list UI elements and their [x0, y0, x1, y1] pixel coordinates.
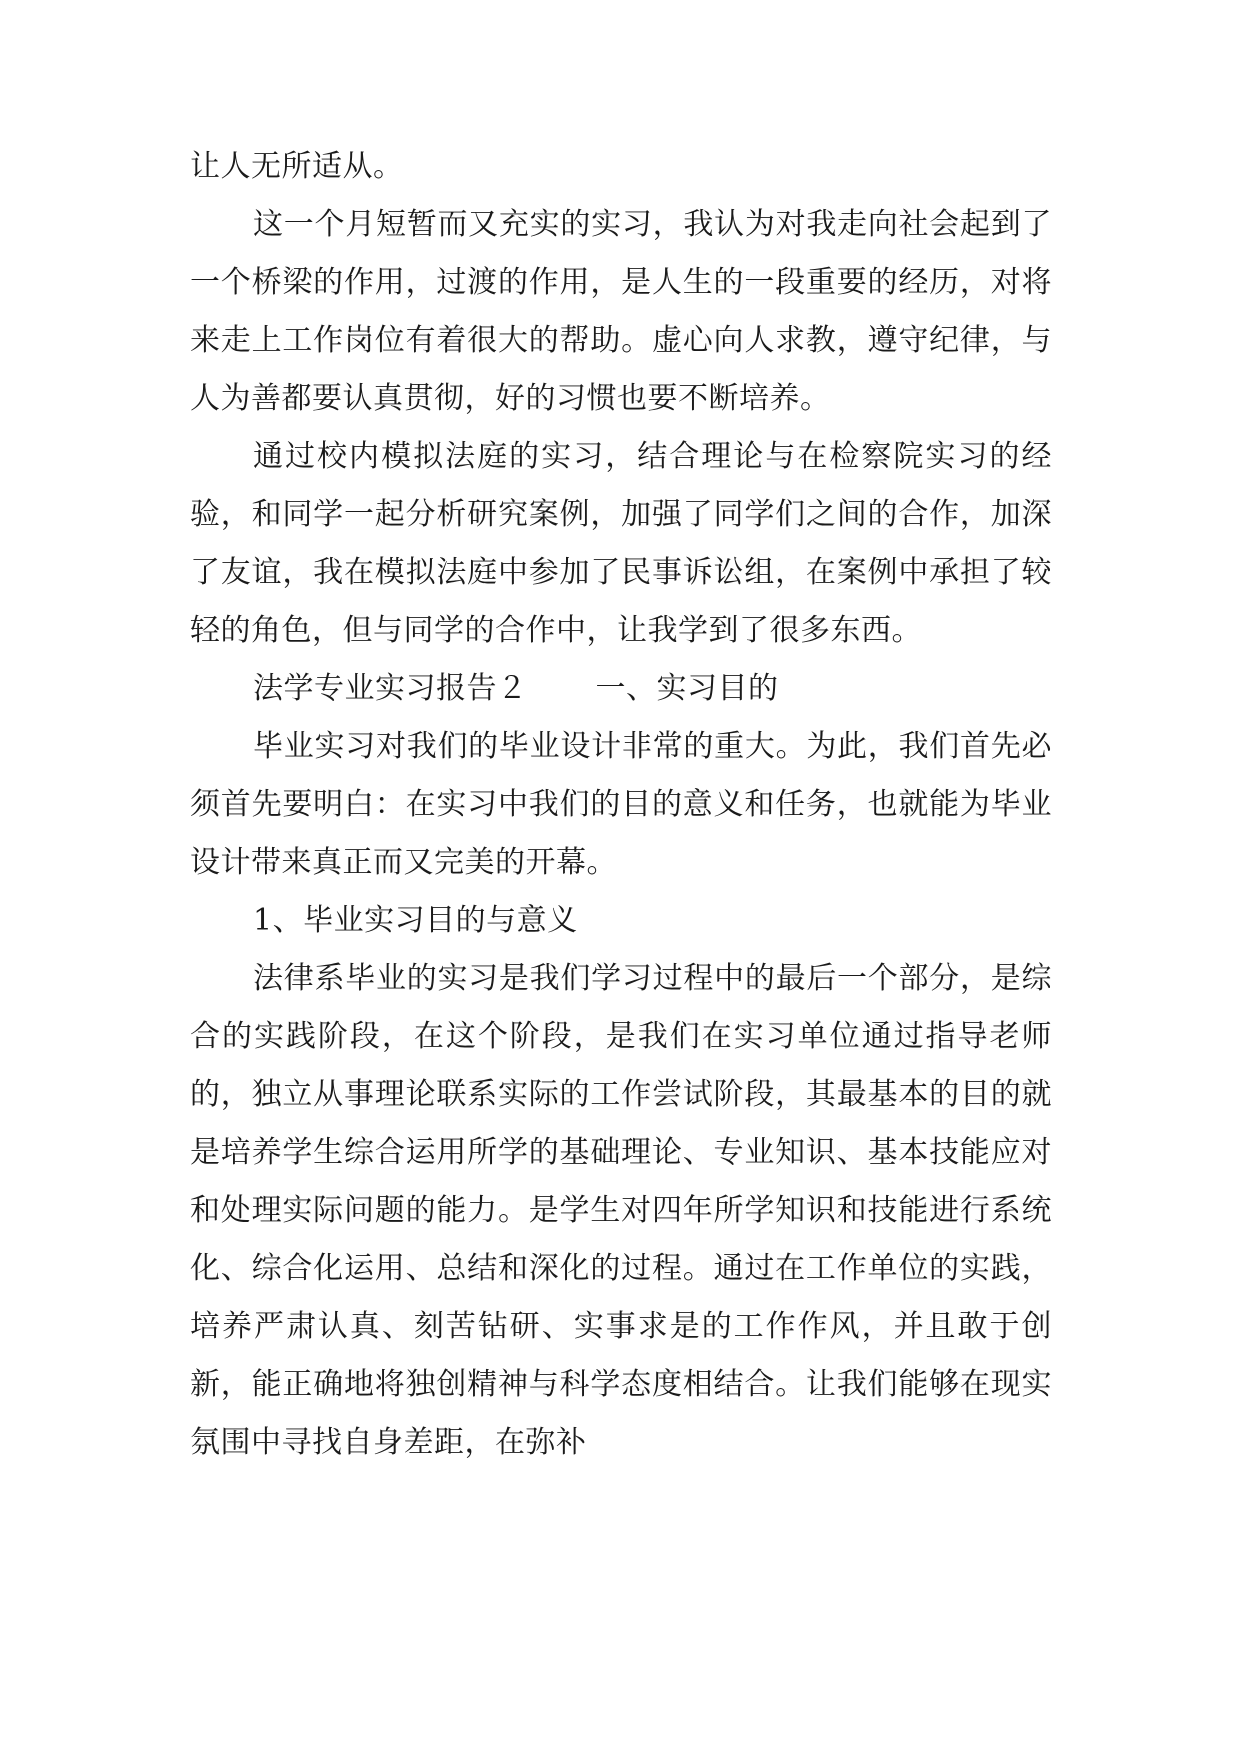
section-title-purpose: 一、实习目的	[595, 671, 779, 706]
paragraph-purpose: 毕业实习对我们的毕业设计非常的重大。为此，我们首先必须首先要明白：在实习中我们的目的意义和任务，也就能为毕业设计带来真正而又完美的开幕。	[190, 729, 1052, 880]
report-title: 法学专业实习报告２	[253, 671, 528, 706]
subsection-title: 1、毕业实习目的与意义	[253, 903, 578, 938]
paragraph-internship-summary: 这一个月短暂而又充实的实习，我认为对我走向社会起到了一个桥梁的作用，过渡的作用，是人生的一段重要的经历，对将来走上工作岗位有着很大的帮助。虚心向人求教，遵守纪律，与人为善都要认真贯彻，好的习惯也要不断培养。	[190, 207, 1052, 416]
document-body	[190, 138, 1052, 1472]
report-heading-line	[190, 660, 1052, 718]
paragraph-meaning: 法律系毕业的实习是我们学习过程中的最后一个部分，是综合的实践阶段，在这个阶段，是我们在实习单位通过指导老师的，独立从事理论联系实际的工作尝试阶段，其最基本的目的就是培养学生综合运用所学的基础理论、专业知识、基本技能应对和处理实际问题的能力。是学生对四年所学知识和技能进行系统化、综合化运用、总结和深化的过程。通过在工作单位的实践，培养严肃认真、刻苦钻研、实事求是的工作作风，并且敢于创新，能正确地将独创精神与科学态度相结合。让我们能够在现实氛围中寻找自身差距，在弥补	[190, 961, 1052, 1460]
continuation-line: 让人无所适从。	[190, 149, 404, 184]
paragraph-moot-court: 通过校内模拟法庭的实习，结合理论与在检察院实习的经验，和同学一起分析研究案例，加强了同学们之间的合作，加深了友谊，我在模拟法庭中参加了民事诉讼组，在案例中承担了较轻的角色，但与同学的合作中，让我学到了很多东西。	[190, 439, 1052, 648]
